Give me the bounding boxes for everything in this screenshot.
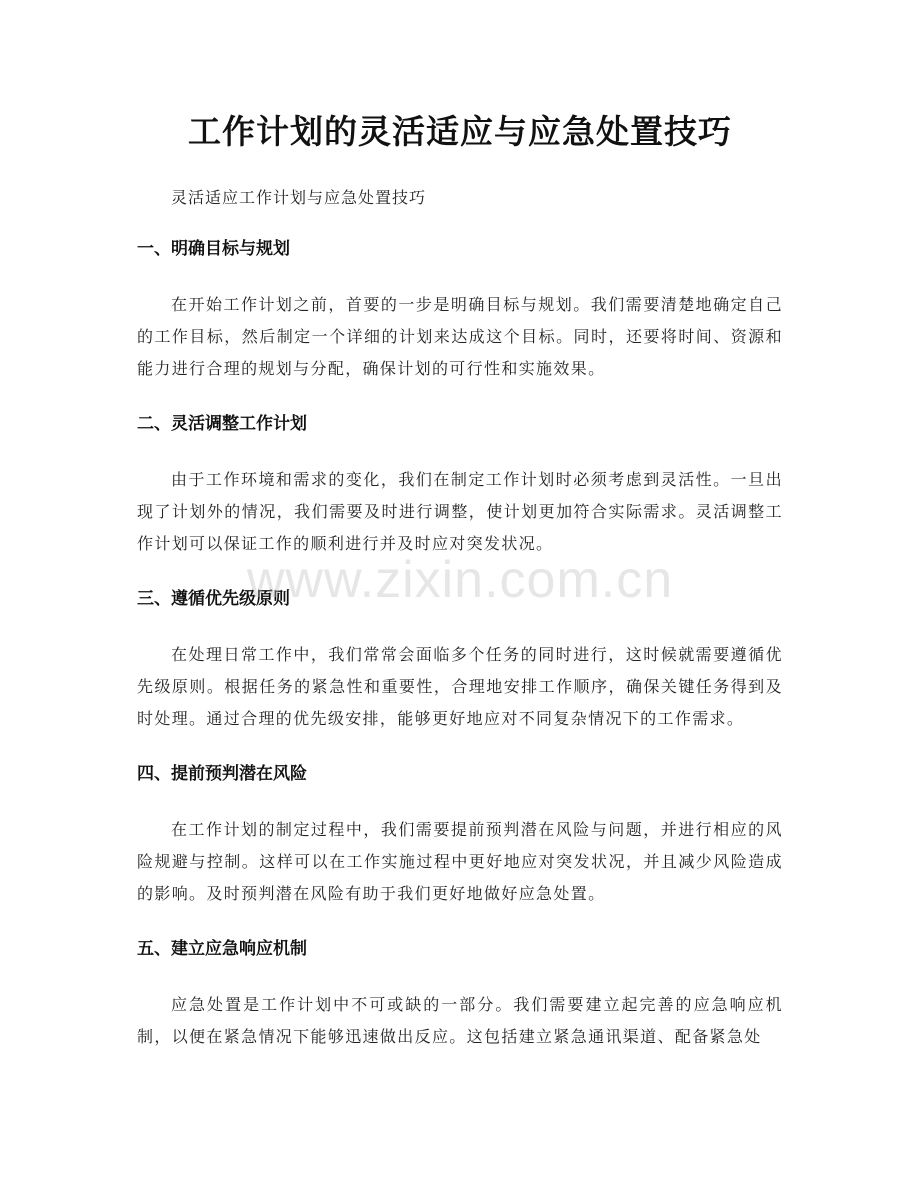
section-body-emergency: 应急处置是工作计划中不可或缺的一部分。我们需要建立起完善的应急响应机制，以便在紧急情况下能够迅速做出反应。这包括建立紧急通讯渠道、配备紧急处 — [137, 995, 783, 1046]
section-heading-risk: 四、提前预判潜在风险 — [137, 764, 307, 784]
section-body-adjust: 由于工作环境和需求的变化，我们在制定工作计划时必须考虑到灵活性。一旦出现了计划外的情况，我们需要及时进行调整，使计划更加符合实际需求。灵活调整工作计划可以保证工作的顺利进行并及时应对突发状况。 — [137, 470, 783, 553]
section-heading-priority: 三、遵循优先级原则 — [137, 589, 290, 609]
document-subtitle: 灵活适应工作计划与应急处置技巧 — [171, 188, 427, 207]
section-body-goals: 在开始工作计划之前，首要的一步是明确目标与规划。我们需要清楚地确定自己的工作目标，然后制定一个详细的计划来达成这个目标。同时，还要将时间、资源和能力进行合理的规划与分配，确保计划的可行性和实施效果。 — [137, 295, 783, 378]
section-heading-adjust: 二、灵活调整工作计划 — [137, 414, 307, 434]
section-heading-goals: 一、明确目标与规划 — [137, 239, 290, 259]
section-heading-emergency: 五、建立应急响应机制 — [137, 939, 307, 959]
watermark-text: www.zixin.com.cn — [246, 551, 674, 609]
section-body-priority: 在处理日常工作中，我们常常会面临多个任务的同时进行，这时候就需要遵循优先级原则。根据任务的紧急性和重要性，合理地安排工作顺序，确保关键任务得到及时处理。通过合理的优先级安排，能够更好地应对不同复杂情况下的工作需求。 — [137, 645, 783, 728]
document-title: 工作计划的灵活适应与应急处置技巧 — [188, 112, 732, 151]
section-body-risk: 在工作计划的制定过程中，我们需要提前预判潜在风险与问题，并进行相应的风险规避与控制。这样可以在工作实施过程中更好地应对突发状况，并且减少风险造成的影响。及时预判潜在风险有助于我们更好地做好应急处置。 — [137, 820, 783, 903]
